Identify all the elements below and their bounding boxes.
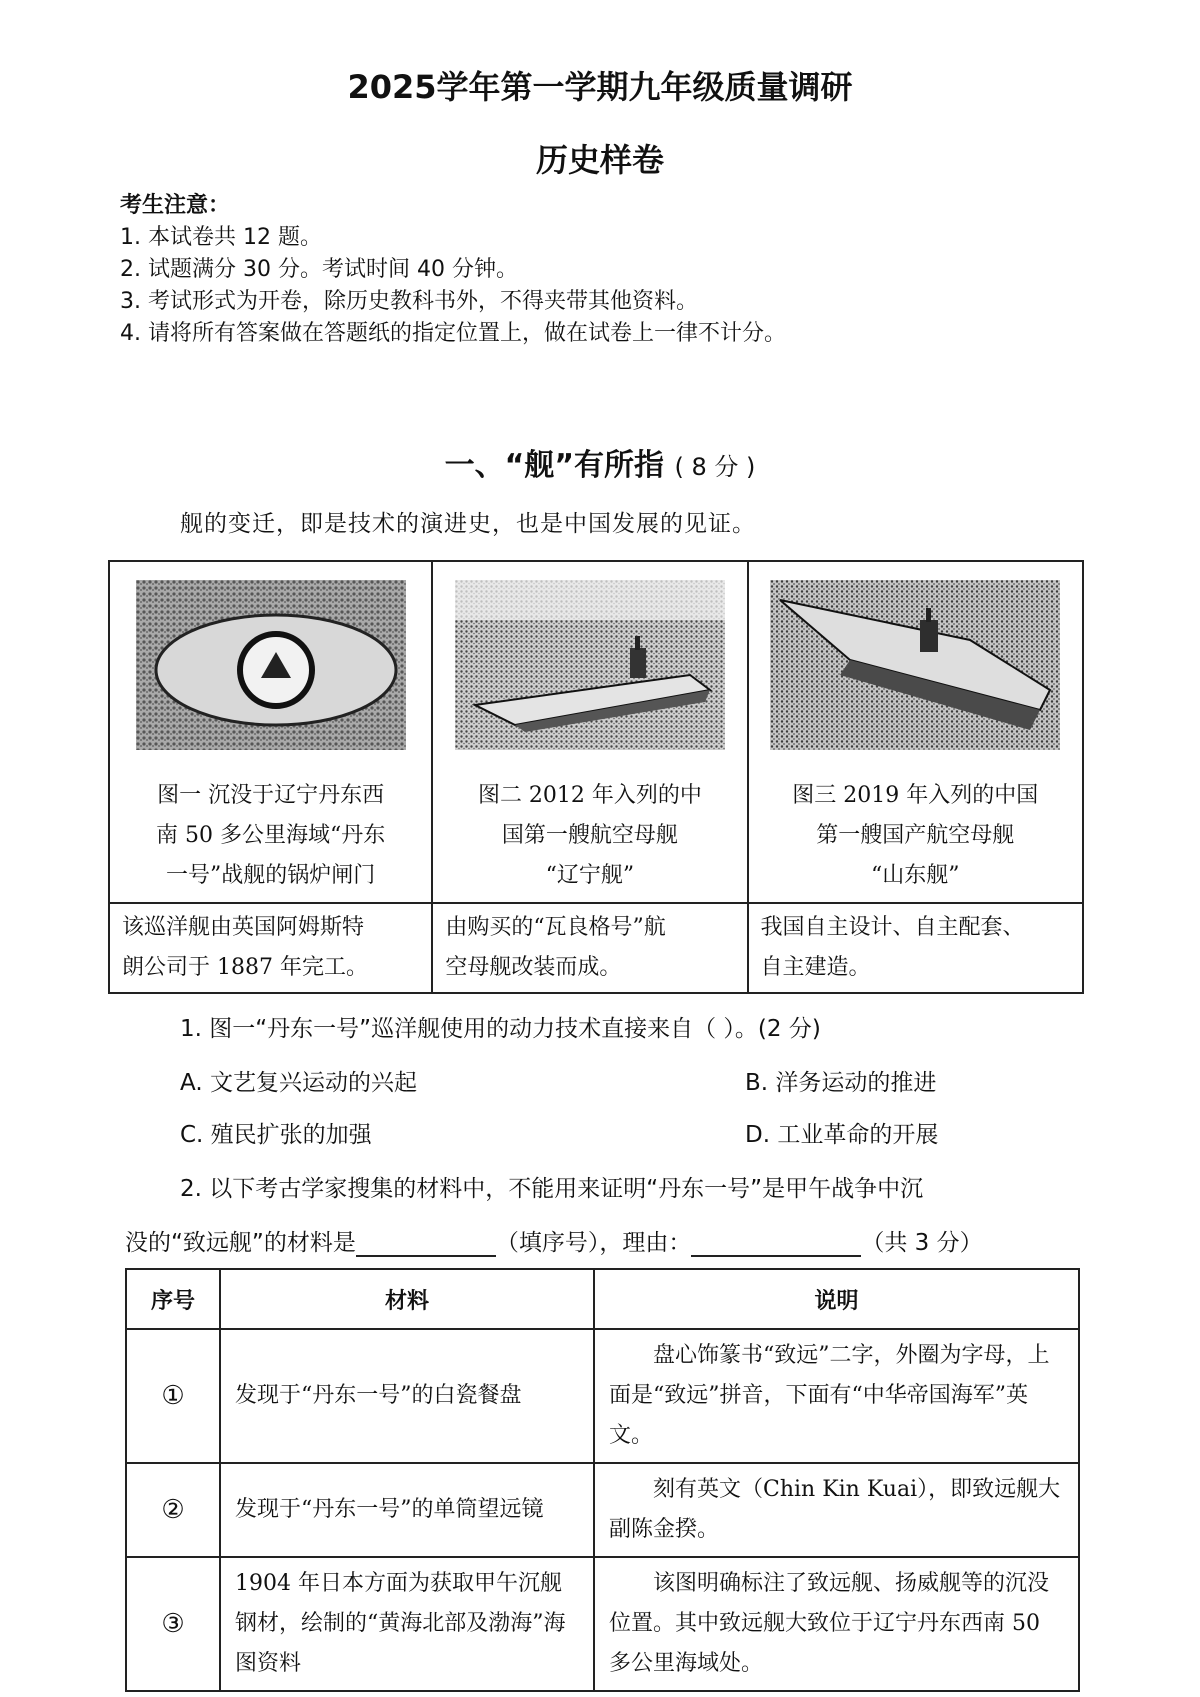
shandong-carrier-photo-icon	[770, 580, 1060, 750]
figure-table	[108, 560, 1084, 994]
row-number: ①	[126, 1329, 220, 1463]
notice-heading: 考生注意：	[120, 193, 231, 218]
figure-cell	[432, 561, 747, 903]
table-row	[126, 1329, 1079, 1463]
boiler-door-photo-icon	[136, 580, 406, 750]
row-number: ②	[126, 1463, 220, 1557]
question-2-line-2	[125, 1224, 983, 1257]
figure-caption-line: “辽宁舰”	[545, 863, 635, 888]
row-material: 1904 年日本方面为获取甲午沉舰钢材，绘制的“黄海北部及渤海”海图资料	[220, 1557, 594, 1691]
question-1-option-c: C. 殖民扩张的加强	[180, 1122, 372, 1148]
notice-item: 2. 试题满分 30 分。考试时间 40 分钟。	[120, 257, 518, 282]
figure-desc-line: 空母舰改装而成。	[445, 955, 622, 980]
liaoning-carrier-photo-icon	[455, 580, 725, 750]
question-2-text-a: 没的“致远舰”的材料是	[125, 1230, 356, 1256]
figure-desc-line: 自主建造。	[760, 955, 871, 980]
question-1-option-d: D. 工业革命的开展	[745, 1122, 939, 1148]
notice-item: 1. 本试卷共 12 题。	[120, 225, 322, 250]
figure-caption-line: 图三 2019 年入列的中国	[792, 783, 1039, 808]
figure-caption-line: 一号”战舰的锅炉闸门	[166, 863, 376, 888]
section-intro: 舰的变迁，即是技术的演进史，也是中国发展的见证。	[180, 511, 756, 537]
col-header-explain: 说明	[594, 1269, 1079, 1329]
question-1-stem: 1. 图一“丹东一号”巡洋舰使用的动力技术直接来自（ ）。(2 分)	[180, 1016, 821, 1042]
figure-caption-line: 图二 2012 年入列的中	[477, 783, 702, 808]
row-number: ③	[126, 1557, 220, 1691]
col-header-number: 序号	[126, 1269, 220, 1329]
figure-caption-line: 南 50 多公里海域“丹东	[156, 823, 386, 848]
row-explain: 盘心饰篆书“致远”二字，外圈为字母，上面是“致远”拼音，下面有“中华帝国海军”英文。	[594, 1329, 1079, 1463]
table-row	[126, 1557, 1079, 1691]
question-2-text-c: （共 3 分）	[861, 1230, 983, 1256]
answer-blank-reason[interactable]	[691, 1229, 861, 1257]
figure-caption-line: 国第一艘航空母舰	[501, 823, 678, 848]
row-explain: 该图明确标注了致远舰、扬威舰等的沉没位置。其中致远舰大致位于辽宁丹东西南 50 多公里海域处。	[594, 1557, 1079, 1691]
section-points: ( 8 分 )	[674, 453, 756, 481]
question-2-line-1: 2. 以下考古学家搜集的材料中，不能用来证明“丹东一号”是甲午战争中沉	[180, 1176, 924, 1202]
exam-subtitle: 历史样卷	[535, 141, 664, 179]
figure-caption-line: “山东舰”	[871, 863, 960, 888]
row-material: 发现于“丹东一号”的白瓷餐盘	[220, 1329, 594, 1463]
figure-desc	[432, 903, 747, 993]
figure-desc-line: 该巡洋舰由英国阿姆斯特	[122, 915, 365, 940]
question-1-option-a: A. 文艺复兴运动的兴起	[180, 1070, 417, 1096]
row-material: 发现于“丹东一号”的单筒望远镜	[220, 1463, 594, 1557]
exam-title: 2025学年第一学期九年级质量调研	[347, 68, 853, 106]
figure-cell	[109, 561, 432, 903]
notice-item: 4. 请将所有答案做在答题纸的指定位置上，做在试卷上一律不计分。	[120, 321, 786, 346]
figure-caption-line: 图一 沉没于辽宁丹东西	[157, 783, 385, 808]
figure-desc	[748, 903, 1083, 993]
figure-desc-line: 由购买的“瓦良格号”航	[445, 915, 666, 940]
figure-desc	[109, 903, 432, 993]
figure-desc-line: 我国自主设计、自主配套、	[760, 915, 1025, 940]
table-row	[126, 1463, 1079, 1557]
table-header-row	[126, 1269, 1079, 1329]
material-table	[125, 1268, 1080, 1692]
notice-item: 3. 考试形式为开卷，除历史教科书外，不得夹带其他资料。	[120, 289, 698, 314]
section-title	[0, 440, 1200, 484]
question-2-text-b: （填序号），理由：	[495, 1230, 692, 1256]
answer-blank-number[interactable]	[356, 1229, 496, 1257]
question-1-option-b: B. 洋务运动的推进	[745, 1070, 937, 1096]
row-explain: 刻有英文（Chin Kin Kuai），即致远舰大副陈金揆。	[594, 1463, 1079, 1557]
section-title-text: 一、“舰”有所指	[444, 448, 665, 483]
figure-caption-line: 第一艘国产航空母舰	[816, 823, 1015, 848]
figure-cell	[748, 561, 1083, 903]
exam-notice	[120, 190, 786, 350]
col-header-material: 材料	[220, 1269, 594, 1329]
figure-desc-line: 朗公司于 1887 年完工。	[122, 955, 368, 980]
